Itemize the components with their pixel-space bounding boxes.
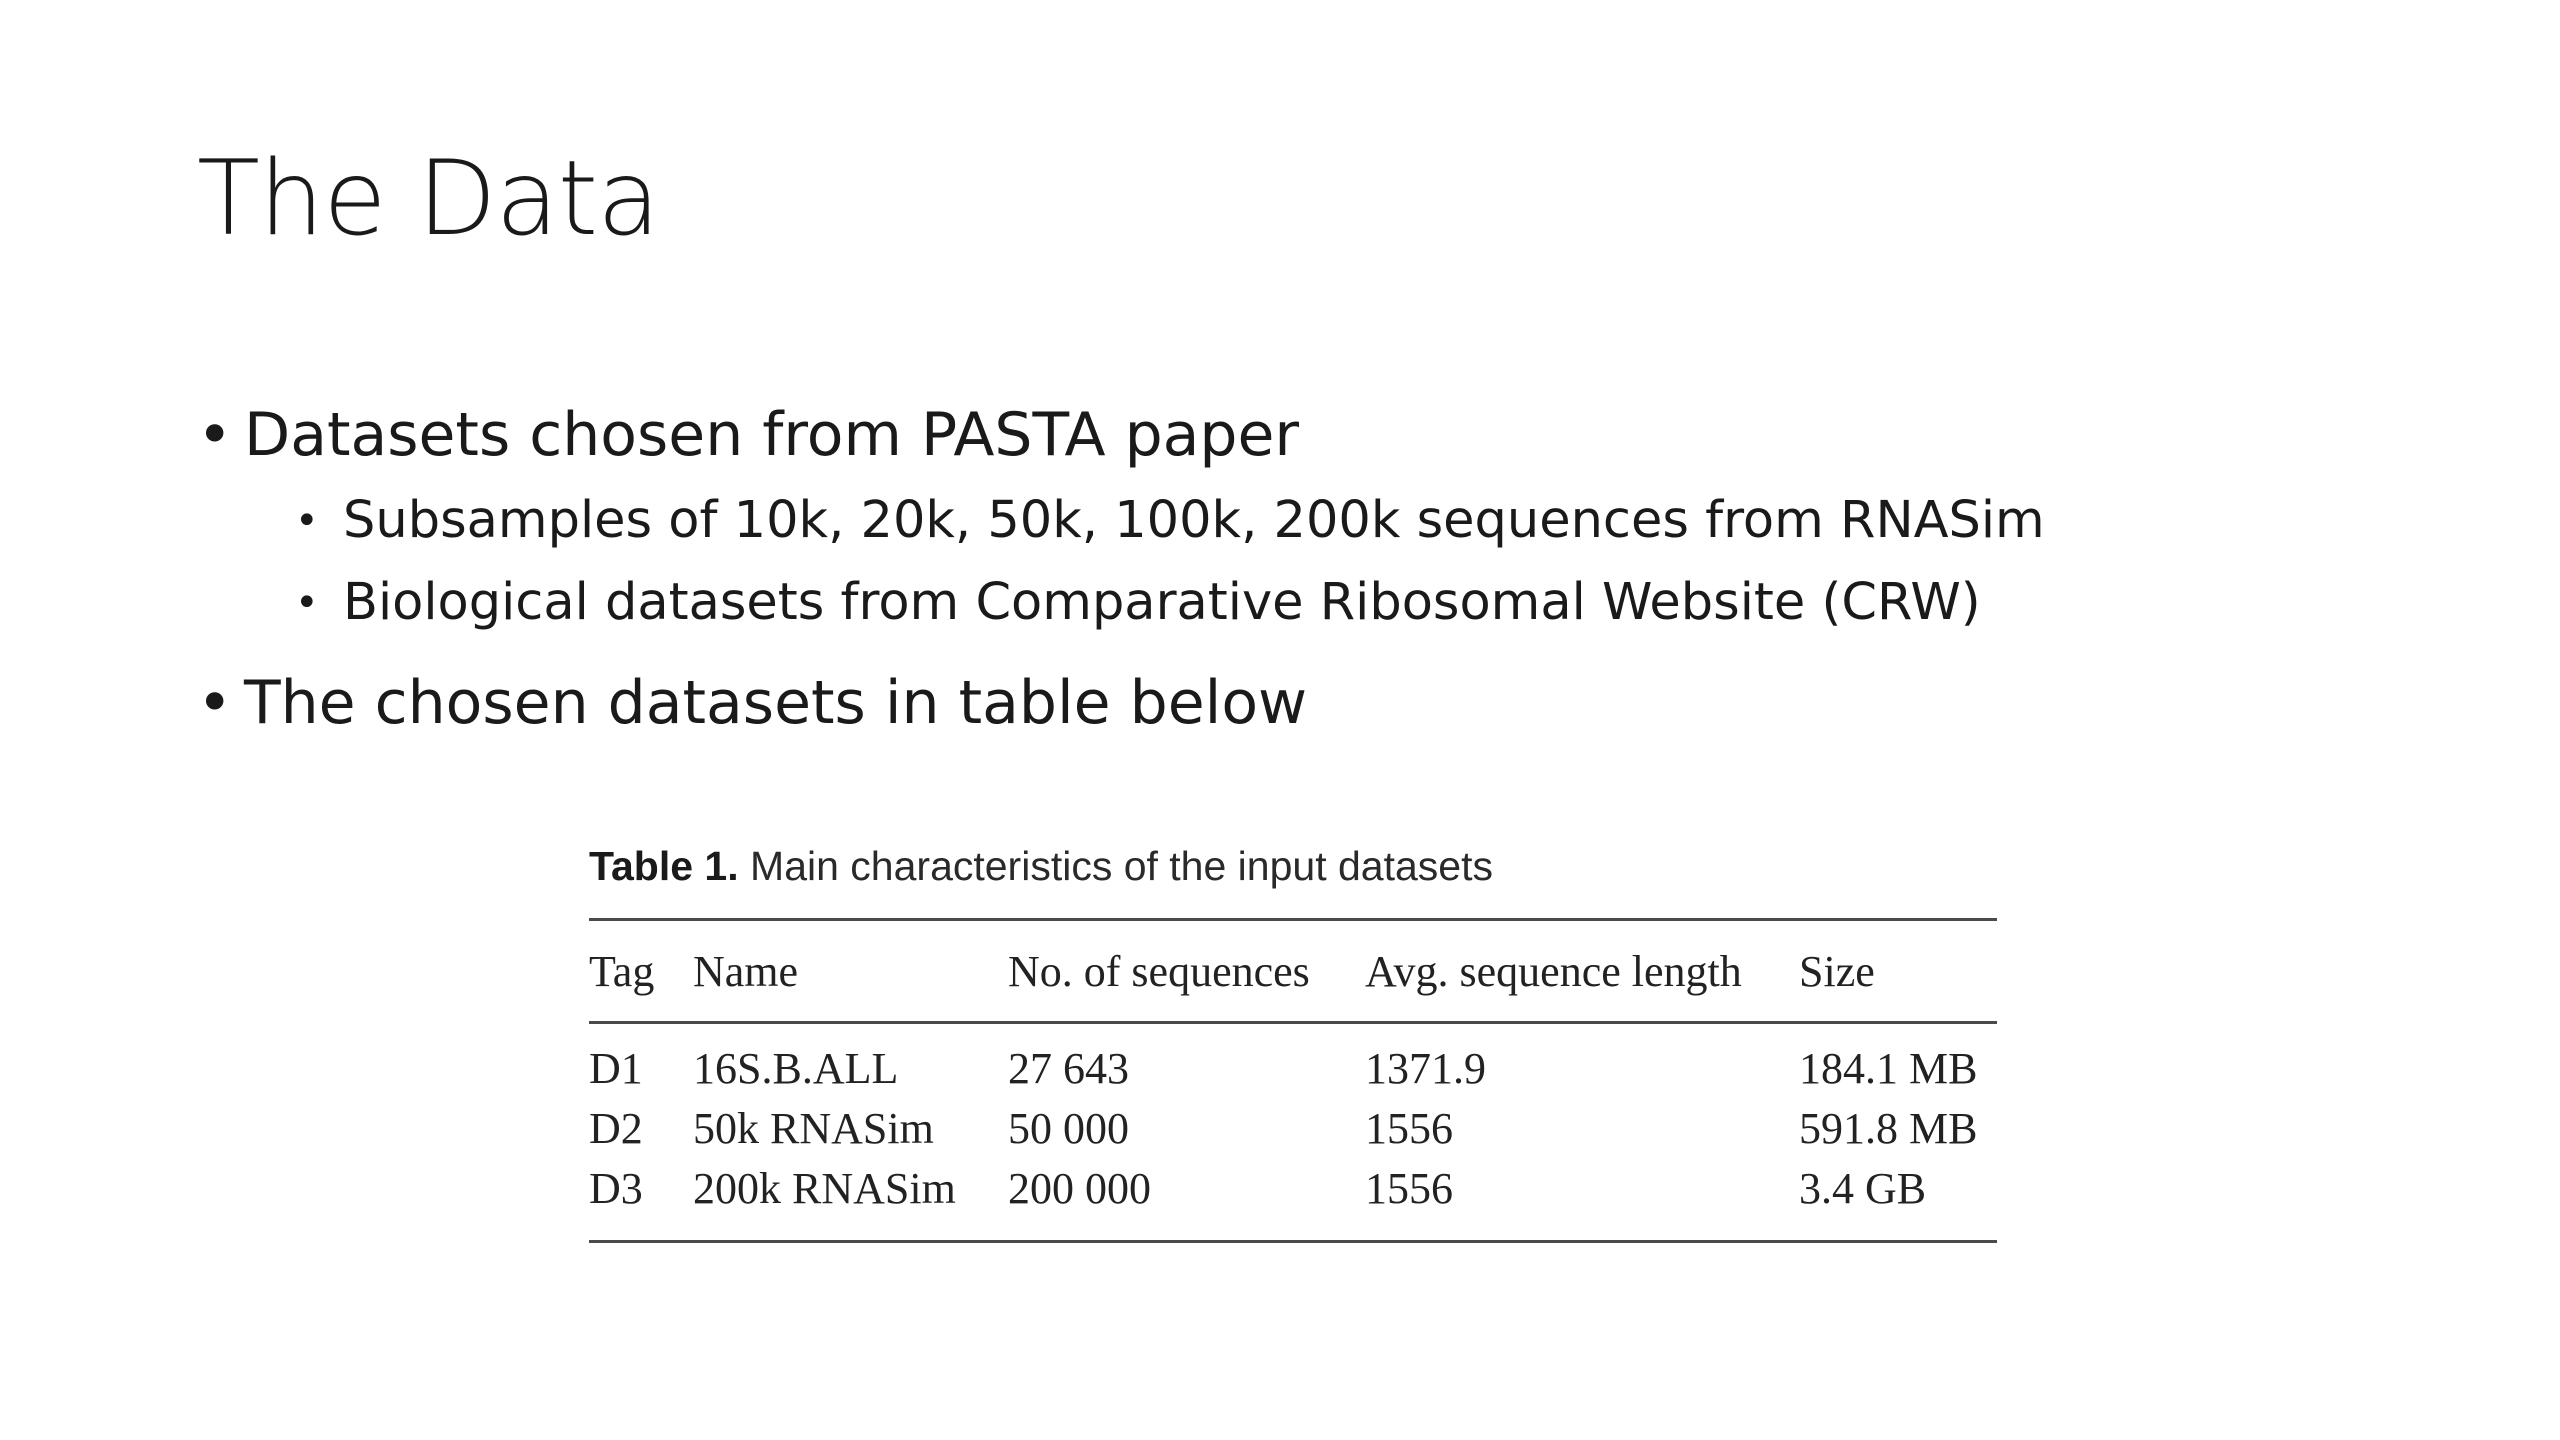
table-header-row <box>589 921 1997 1021</box>
bullet-text: Datasets chosen from PASTA paper <box>244 400 1300 470</box>
table-cell: 50k RNASim <box>693 1103 934 1153</box>
bullet-list <box>197 390 2045 748</box>
table-cell: 200k RNASim <box>693 1163 956 1213</box>
table-cell: 1556 <box>1365 1103 1453 1153</box>
table-row <box>589 1098 1997 1158</box>
table-cell: 184.1 MB <box>1799 1043 1978 1093</box>
header-cell: Avg. sequence length <box>1365 946 1742 996</box>
bullet-item <box>197 390 2045 480</box>
table-caption-text: Main characteristics of the input datasets <box>750 843 1493 889</box>
header-cell: Name <box>693 946 799 996</box>
table-cell: 200 000 <box>1008 1163 1151 1213</box>
bullet-icon: • <box>295 498 319 544</box>
sub-bullet-text: Subsamples of 10k, 20k, 50k, 100k, 200k sequences from RNASim <box>343 491 2045 550</box>
table-cell: 1556 <box>1365 1163 1453 1213</box>
dataset-table-figure <box>589 838 1997 1243</box>
table-cell: 591.8 MB <box>1799 1103 1978 1153</box>
sub-bullet-text: Biological datasets from Comparative Ribosomal Website (CRW) <box>343 573 1981 632</box>
bullet-icon: • <box>197 400 233 470</box>
bullet-item <box>197 658 2045 748</box>
header-cell: Size <box>1799 946 1875 996</box>
table-cell: 27 643 <box>1008 1043 1129 1093</box>
table-row <box>589 1158 1997 1218</box>
header-cell: No. of sequences <box>1008 946 1310 996</box>
table-cell: 3.4 GB <box>1799 1163 1927 1213</box>
table-cell: D1 <box>589 1043 643 1093</box>
dataset-table <box>589 921 1997 1240</box>
table-cell: D2 <box>589 1103 643 1153</box>
bullet-icon: • <box>295 580 319 626</box>
table-cell: D3 <box>589 1163 643 1213</box>
table-caption <box>589 838 1997 918</box>
table-row <box>589 1038 1997 1098</box>
table-cell: 16S.B.ALL <box>693 1043 899 1093</box>
sub-bullet-item <box>197 480 2045 562</box>
table-bottom-rule <box>589 1240 1997 1243</box>
table-cell: 1371.9 <box>1365 1043 1486 1093</box>
table-cell: 50 000 <box>1008 1103 1129 1153</box>
bullet-text: The chosen datasets in table below <box>244 668 1308 738</box>
bullet-icon: • <box>197 668 233 738</box>
sub-bullet-item <box>197 562 2045 644</box>
header-cell: Tag <box>589 946 655 996</box>
table-caption-label: Table 1. <box>589 843 739 889</box>
slide-title: The Data <box>197 139 660 259</box>
